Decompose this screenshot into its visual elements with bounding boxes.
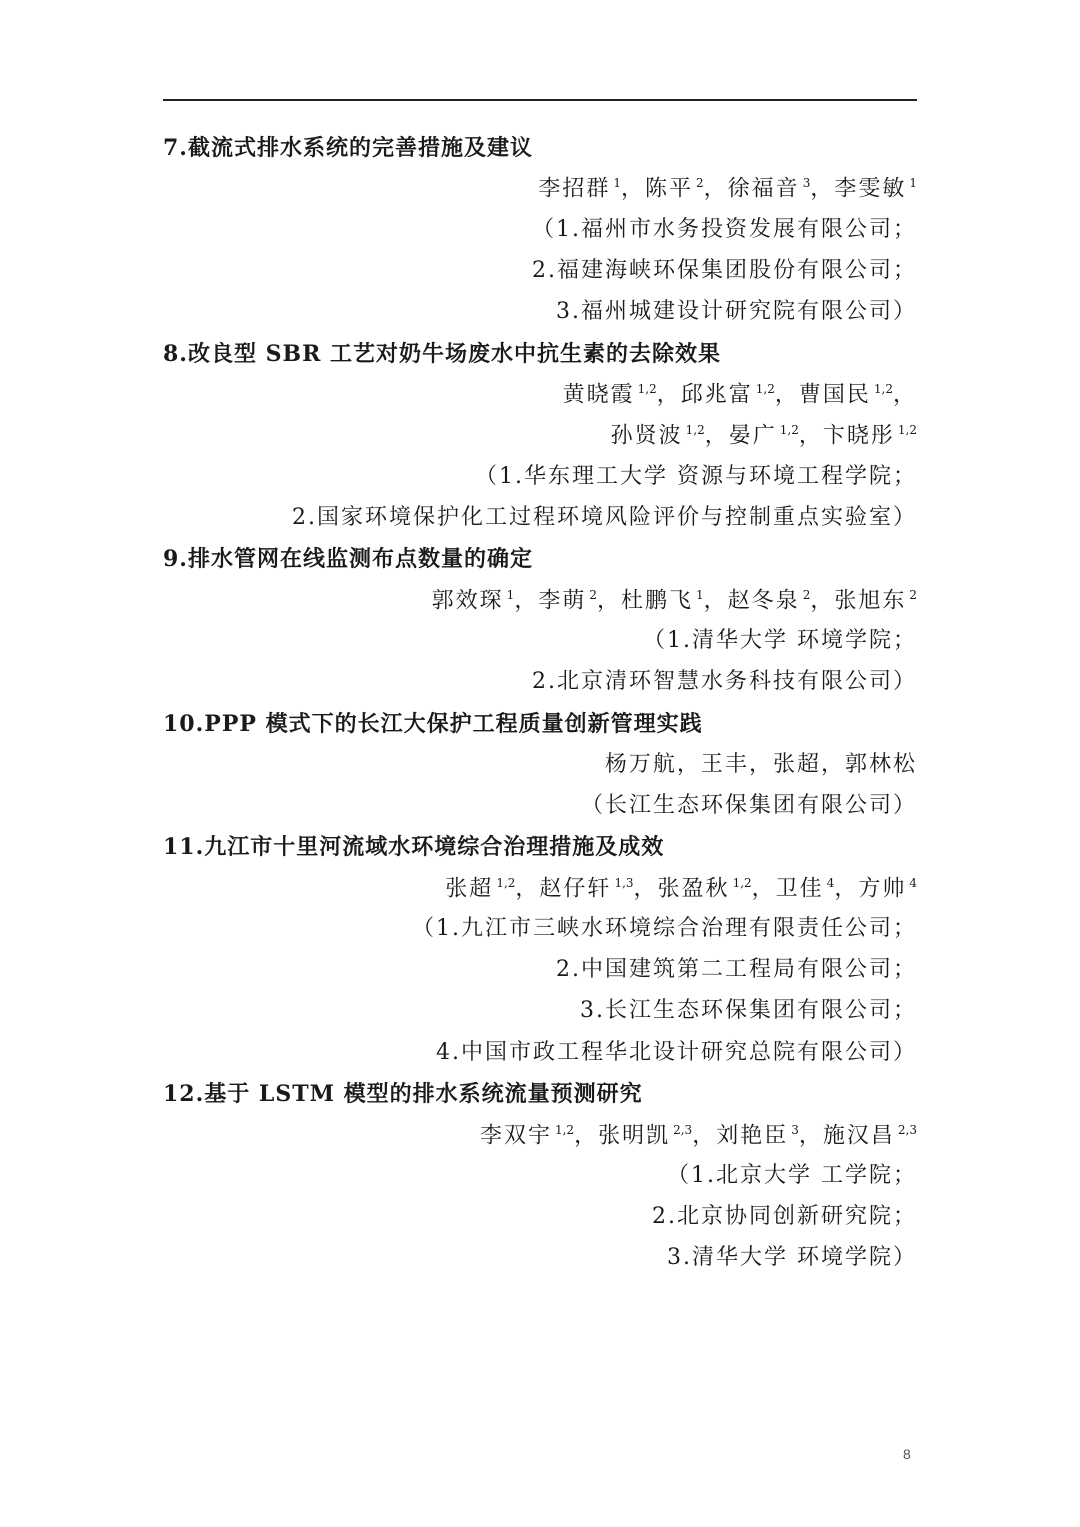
author-name: 张盈秋 [657, 876, 730, 902]
author-superscript: 1,2 [873, 382, 893, 396]
author-name: 邱兆富 [680, 382, 753, 408]
author-name: 张超 [445, 876, 494, 902]
author-superscript: 1,2 [554, 1123, 575, 1137]
author-separator: ， [676, 752, 701, 777]
affiliation: 2.北京协同创新研究院； [652, 1204, 917, 1229]
affiliation: （1.清华大学 环境学院； [643, 628, 917, 653]
author-superscript: 1 [506, 588, 515, 602]
author-separator: ， [704, 423, 729, 449]
affiliation: 3.清华大学 环境学院） [667, 1245, 917, 1270]
author-superscript: 1,2 [755, 382, 775, 396]
author-separator: ， [810, 176, 835, 202]
author-name: 杜鹏飞 [621, 588, 694, 614]
author-separator: ， [892, 382, 917, 408]
affiliation: 2.中国建筑第二工程局有限公司； [556, 957, 917, 982]
author-line [563, 383, 917, 406]
author-name: 卞晓彤 [822, 423, 895, 449]
author-superscript: 2,3 [897, 1123, 917, 1137]
author-name: 郭效琛 [431, 588, 504, 614]
page-number: 8 [903, 1446, 911, 1462]
author-name: 杨万航 [604, 752, 677, 777]
paper-title: 10.PPP 模式下的长江大保护工程质量创新管理实践 [163, 711, 703, 737]
author-separator: ， [798, 1123, 823, 1149]
author-line [480, 1124, 917, 1147]
header-rule [163, 99, 917, 101]
author-name: 赵仔轩 [539, 876, 612, 902]
paper-title: 8.改良型 SBR 工艺对奶牛场废水中抗生素的去除效果 [163, 341, 722, 367]
author-name: 方帅 [858, 876, 907, 902]
author-superscript: 4 [826, 876, 835, 890]
author-separator: ， [633, 876, 658, 902]
author-separator: ， [515, 876, 540, 902]
affiliation: （1.九江市三峡水环境综合治理有限责任公司； [412, 916, 917, 941]
affiliation: （1.福州市水务投资发展有限公司； [532, 217, 917, 242]
author-separator: ， [820, 752, 845, 777]
affiliation: 3.长江生态环保集团有限公司； [580, 998, 917, 1023]
author-separator: ， [703, 176, 728, 202]
author-superscript: 3 [802, 176, 811, 190]
author-name: 卫佳 [775, 876, 824, 902]
author-name: 黄晓霞 [562, 382, 635, 408]
author-separator: ， [834, 876, 859, 902]
author-superscript: 1 [909, 176, 917, 190]
affiliation: 2.国家环境保护化工过程环境风险评价与控制重点实验室） [292, 505, 917, 530]
author-name: 张旭东 [834, 588, 907, 614]
author-separator: ， [748, 752, 773, 777]
author-separator: ， [620, 176, 645, 202]
author-superscript: 1 [613, 176, 621, 190]
paper-title: 11.九江市十里河流域水环境综合治理措施及成效 [163, 834, 665, 860]
author-separator: ， [514, 588, 539, 614]
author-line [605, 754, 917, 776]
author-name: 李招群 [538, 176, 611, 202]
author-superscript: 1,3 [614, 876, 634, 890]
author-line [445, 877, 917, 900]
author-name: 张超 [772, 752, 821, 777]
author-superscript: 1,2 [496, 876, 516, 890]
affiliation: （1.北京大学 工学院； [667, 1163, 917, 1188]
author-superscript: 3 [791, 1123, 799, 1137]
author-separator: ， [656, 382, 681, 408]
affiliation: 2.福建海峡环保集团股份有限公司； [532, 258, 917, 283]
author-separator: ， [703, 588, 728, 614]
paper-title: 7.截流式排水系统的完善措施及建议 [163, 135, 533, 161]
author-name: 李双宇 [479, 1123, 552, 1149]
affiliation: 2.北京清环智慧水务科技有限公司） [532, 669, 917, 694]
author-superscript: 1,2 [779, 423, 799, 437]
author-superscript: 1,2 [732, 876, 752, 890]
author-superscript: 1,2 [685, 423, 705, 437]
author-superscript: 2 [696, 176, 704, 190]
author-name: 施汉昌 [822, 1123, 895, 1149]
author-superscript: 2 [802, 588, 811, 602]
author-name: 孙贤波 [610, 423, 683, 449]
author-separator: ， [774, 382, 799, 408]
author-name: 张明凯 [598, 1123, 671, 1149]
author-name: 陈平 [645, 176, 694, 202]
author-name: 徐福音 [727, 176, 800, 202]
paper-title: 9.排水管网在线监测布点数量的确定 [163, 546, 533, 572]
author-separator: ， [596, 588, 621, 614]
author-separator: ， [810, 588, 835, 614]
author-separator: ， [574, 1123, 599, 1149]
author-separator: ， [798, 423, 823, 449]
author-superscript: 1 [696, 588, 704, 602]
author-name: 刘艳臣 [716, 1123, 789, 1149]
author-superscript: 2 [909, 588, 917, 602]
author-line [432, 589, 917, 612]
author-name: 曹国民 [798, 382, 871, 408]
author-name: 李萌 [538, 588, 587, 614]
author-superscript: 4 [909, 876, 917, 890]
author-line [538, 177, 917, 200]
author-name: 李雯敏 [834, 176, 907, 202]
author-superscript: 2,3 [673, 1123, 693, 1137]
author-superscript: 1,2 [637, 382, 657, 396]
affiliation: 4.中国市政工程华北设计研究总院有限公司） [436, 1040, 917, 1065]
author-name: 郭林松 [844, 752, 917, 777]
author-name: 赵冬泉 [727, 588, 800, 614]
author-line [611, 424, 917, 447]
author-name: 王丰 [700, 752, 749, 777]
author-superscript: 1,2 [897, 423, 917, 437]
affiliation: （长江生态环保集团有限公司） [580, 793, 917, 818]
affiliation: （1.华东理工大学 资源与环境工程学院； [475, 464, 917, 489]
author-name: 晏广 [728, 423, 777, 449]
author-separator: ， [751, 876, 776, 902]
author-separator: ， [692, 1123, 717, 1149]
paper-title: 12.基于 LSTM 模型的排水系统流量预测研究 [163, 1081, 643, 1107]
author-superscript: 2 [589, 588, 597, 602]
affiliation: 3.福州城建设计研究院有限公司） [556, 299, 917, 324]
